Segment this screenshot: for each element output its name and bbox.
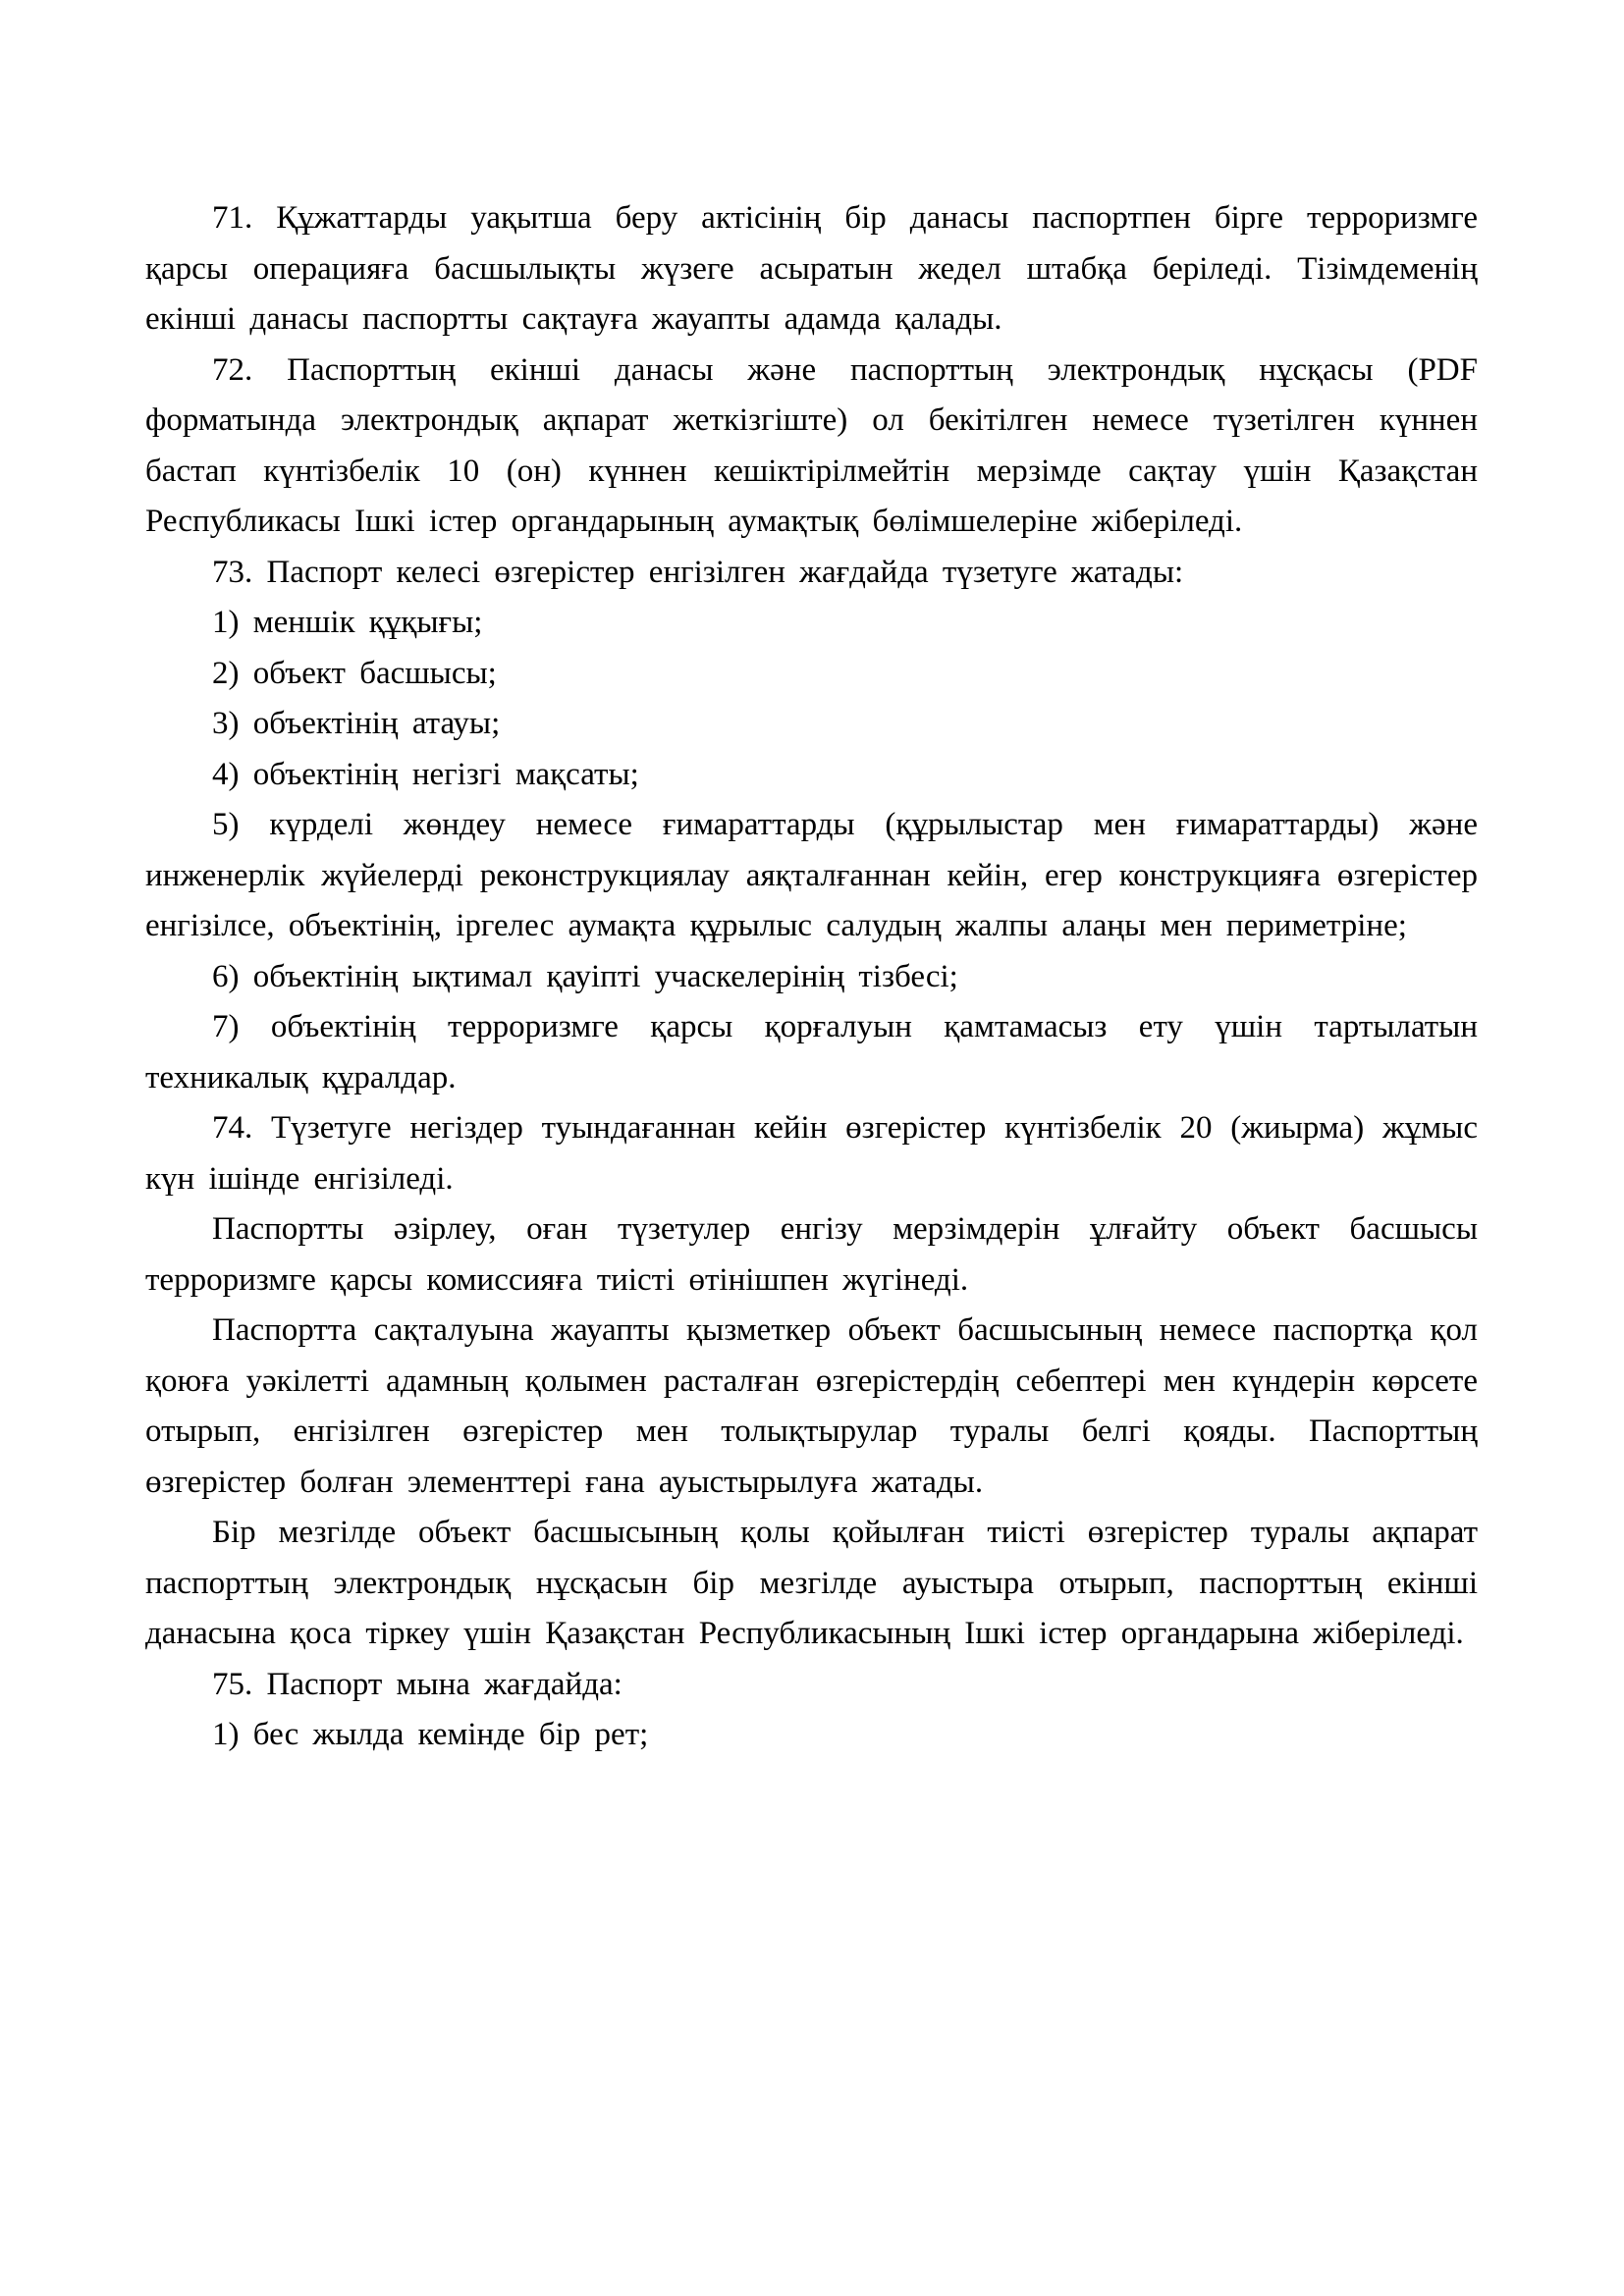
paragraph-73-list-item-5: 5) күрделі жөндеу немесе ғимараттарды (құрылыстар мен ғимараттарды) және инженерлік жүйелерді реконструкциялау аяқталғаннан кейін, егер конструкцияға өзгерістер енгізілсе, объектінің, іргелес аумақта құрылыс салудың жалпы алаңы мен периметріне; (145, 807, 1478, 943)
paragraph-74-continuation-3: Бір мезгілде объект басшысының қолы қойылған тиісті өзгерістер туралы ақпарат паспорттың электрондық нұсқасын бір мезгілде ауыстыра отырып, паспорттың екінші данасына қоса тіркеу үшін Қазақстан Республикасының Ішкі істер органдарына жіберіледі. (145, 1515, 1478, 1651)
paragraph-73-list-item-3: 3) объектінің атауы; (212, 706, 501, 741)
paragraph-71: 71. Құжаттарды уақытша беру актісінің бір данасы паспортпен бірге терроризмге қарсы операцияға басшылықты жүзеге асыратын жедел штабқа беріледі. Тізімдеменің екінші данасы паспортты сақтауға жауапты адамда қалады. (145, 200, 1478, 337)
paragraph-73-list-item-6: 6) объектінің ықтимал қауіпті учаскелерінің тізбесі; (212, 958, 958, 994)
paragraph-74-continuation-1: Паспортты әзірлеу, оған түзетулер енгізу мерзімдерін ұлғайту объект басшысы терроризмге қарсы комиссияға тиісті өтінішпен жүгінеді. (145, 1211, 1478, 1298)
paragraph-74-continuation-2: Паспортта сақталуына жауапты қызметкер объект басшысының немесе паспортқа қол қоюға уәкілетті адамның қолымен расталған өзгерістердің себептері мен күндерін көрсете отырып, енгізілген өзгерістер мен толықтырулар туралы белгі қояды. Паспорттың өзгерістер болған элементтері ғана ауыстырылуға жатады. (145, 1312, 1478, 1500)
paragraph-73-list-item-1: 1) меншік құқығы; (212, 605, 483, 640)
paragraph-72: 72. Паспорттың екінші данасы және паспорттың электрондық нұсқасы (PDF форматында электрондық ақпарат жеткізгіште) ол бекітілген немесе түзетілген күннен бастап күнтізбелік 10 (он) күннен кешіктірілмейтін мерзімде сақтау үшін Қазақстан Республикасы Ішкі істер органдарының аумақтық бөлімшелеріне жіберіледі. (145, 351, 1478, 539)
paragraph-73-list-item-7: 7) объектінің терроризмге қарсы қорғалуын қамтамасыз ету үшін тартылатын техникалық құралдар. (145, 1009, 1478, 1095)
document-text-block (145, 193, 1478, 1761)
paragraph-73: 73. Паспорт келесі өзгерістер енгізілген жағдайда түзетуге жатады: (212, 554, 1184, 590)
paragraph-73-list-item-4: 4) объектінің негізгі мақсаты; (212, 756, 639, 792)
paragraph-74: 74. Түзетуге негіздер туындағаннан кейін өзгерістер күнтізбелік 20 (жиырма) жұмыс күн ішінде енгізіледі. (145, 1110, 1478, 1197)
paragraph-75: 75. Паспорт мына жағдайда: (212, 1666, 623, 1702)
paragraph-73-list-item-2: 2) объект басшысы; (212, 655, 497, 691)
paragraph-75-list-item-1: 1) бес жылда кемінде бір рет; (212, 1717, 649, 1752)
